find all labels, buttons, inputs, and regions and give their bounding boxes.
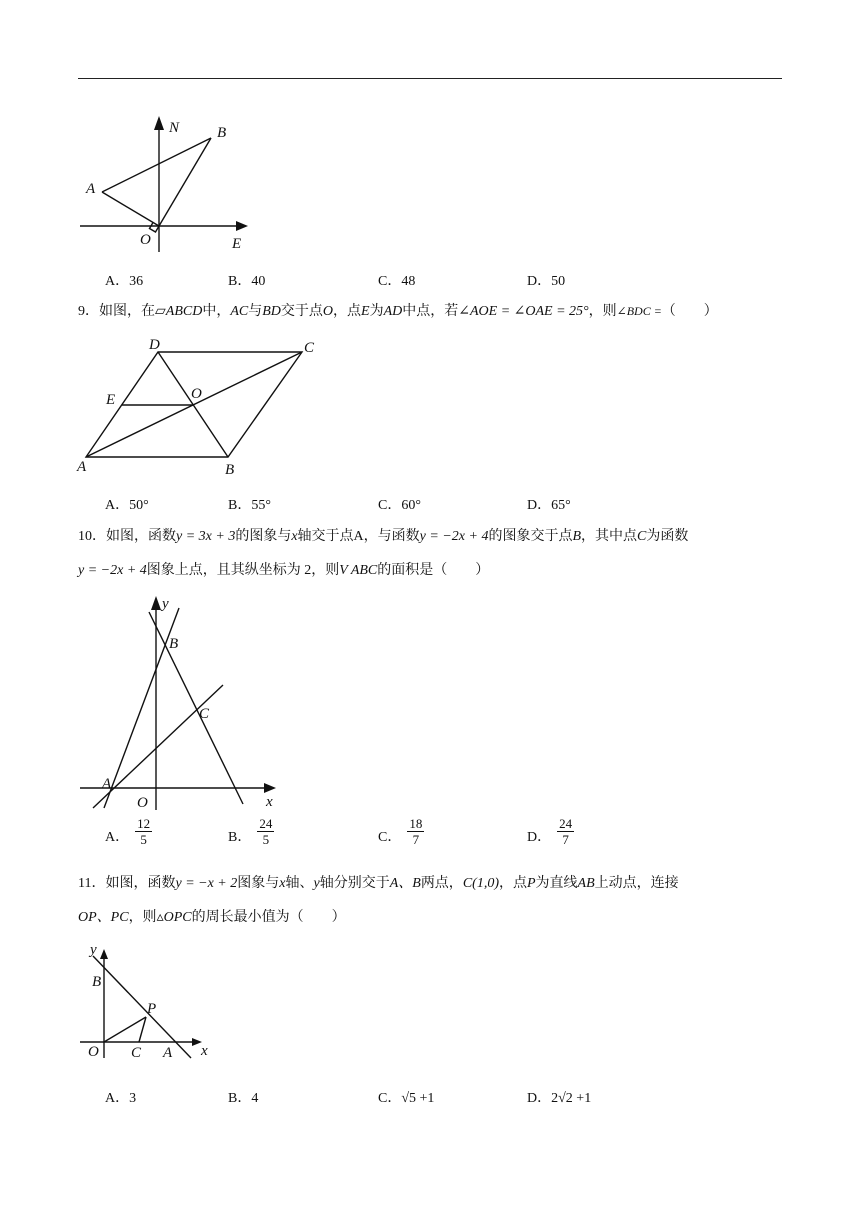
north-arrow-icon [154, 116, 164, 130]
q10-options [105, 818, 825, 858]
q10-stem-line1: 10．如图，函数y = 3x + 3的图象与x轴交于点A，与函数y = −2x + 4的图象交于点B，其中点C为函数 [78, 529, 689, 544]
q10-stem-line2: y = −2x + 4图象上点，且其纵坐标为 2，则V ABC的面积是（ ） [78, 563, 490, 578]
label-a: A [77, 459, 87, 475]
label-c: C [304, 340, 315, 356]
q10-option-b[interactable]: B． $\frac{24}{5}$ [228, 816, 273, 848]
q9-figure [76, 334, 326, 479]
label-o: O [191, 386, 202, 402]
q9-option-a[interactable]: A．50° [105, 498, 149, 513]
q10-option-a[interactable]: A． $\frac{12}{5}$ [105, 816, 151, 848]
label-o: O [140, 232, 151, 248]
east-arrow-icon [236, 221, 248, 231]
label-d: D [149, 337, 160, 353]
label-a: A [102, 776, 112, 792]
q11-option-c[interactable]: C．√5 +1 [378, 1091, 435, 1106]
label-o: O [88, 1044, 99, 1060]
q8-option-c[interactable]: C．48 [378, 274, 416, 289]
segment-ao [102, 192, 159, 226]
label-b: B [169, 636, 179, 652]
label-c: C [199, 706, 210, 722]
label-b: B [217, 125, 227, 141]
label-y: y [162, 596, 169, 612]
label-y: y [90, 942, 97, 958]
line-ac [93, 685, 223, 808]
label-b: B [225, 462, 235, 478]
q11-option-d[interactable]: D．2√2 +1 [527, 1091, 592, 1106]
label-b: B [92, 974, 102, 990]
q11-stem-line2: OP、PC，则▵OPC的周长最小值为（ ） [78, 910, 346, 925]
label-e: E [106, 392, 116, 408]
y-arrow-icon [151, 596, 161, 610]
q9-option-c[interactable]: C．60° [378, 498, 421, 513]
q11-options [105, 1087, 825, 1109]
label-n: N [169, 120, 180, 136]
q10-option-c[interactable]: C． $\frac{18}{7}$ [378, 816, 423, 848]
label-x: x [266, 794, 273, 810]
q11-figure [76, 938, 226, 1063]
q8-option-a[interactable]: A．36 [105, 274, 144, 289]
q10-option-d[interactable]: D． $\frac{24}{7}$ [527, 816, 573, 848]
label-x: x [201, 1043, 208, 1059]
q10-figure [76, 592, 286, 812]
label-a: A [163, 1045, 173, 1061]
q11-option-a[interactable]: A．3 [105, 1091, 137, 1106]
diagonal-ac [86, 352, 302, 457]
label-e: E [232, 236, 242, 252]
q8-option-b[interactable]: B．40 [228, 274, 266, 289]
q9-option-d[interactable]: D．65° [527, 498, 571, 513]
q11-option-b[interactable]: B．4 [228, 1091, 259, 1106]
q11-stem-line1: 11．如图，函数y = −x + 2图象与x轴、y轴分别交于A、B两点，C(1,0)，点P为直线AB上动点，连接 [78, 876, 679, 891]
q9-options [105, 494, 825, 516]
x-arrow-icon [264, 783, 276, 793]
label-o: O [137, 795, 148, 811]
q8-figure [76, 112, 266, 257]
label-p: P [147, 1001, 157, 1017]
q8-options [105, 270, 825, 292]
line-y-3x-3 [104, 608, 179, 808]
label-a: A [86, 181, 96, 197]
q8-option-d[interactable]: D．50 [527, 274, 566, 289]
q9-option-b[interactable]: B．55° [228, 498, 271, 513]
label-c: C [131, 1045, 142, 1061]
header-rule [78, 78, 782, 79]
line-y-neg2x-4 [149, 612, 243, 804]
q9-stem: 9．如图，在▱ABCD中，AC与BD交于点O，点E为AD中点，若∠AOE = ∠OAE = 25°，则∠BDC =（ ） [78, 304, 718, 319]
y-arrow-icon [100, 949, 108, 959]
